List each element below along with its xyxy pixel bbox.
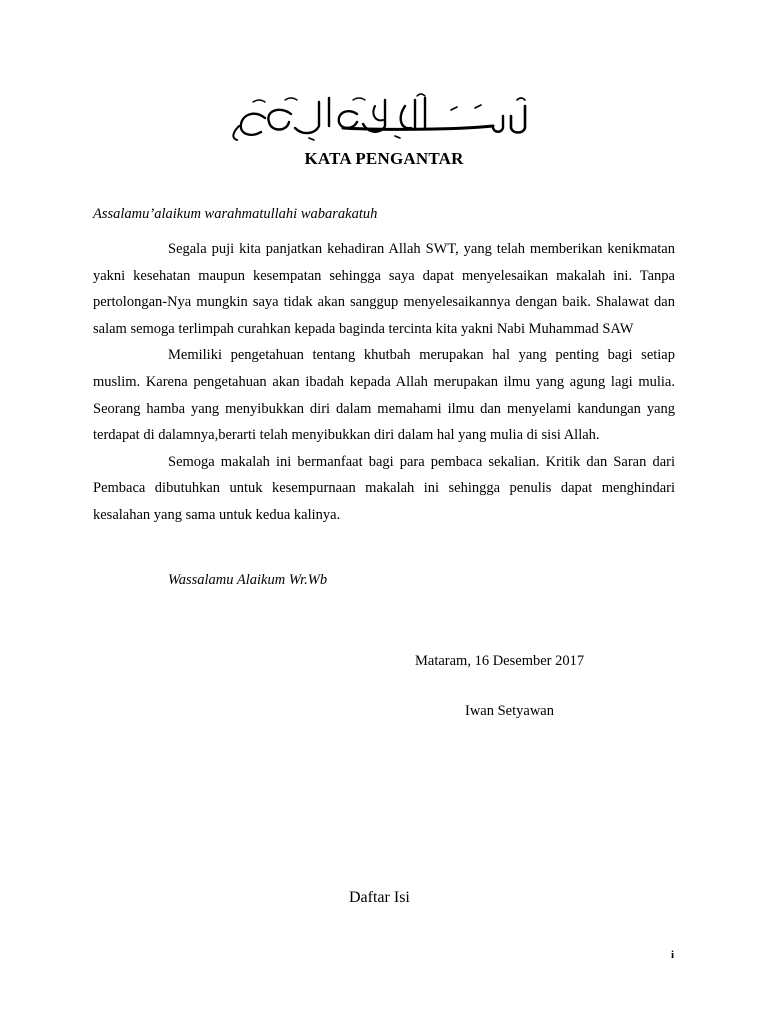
preface-body <box>93 236 675 529</box>
page-title: KATA PENGANTAR <box>304 149 464 168</box>
opening-greeting: Assalamu’alaikum warahmatullahi wabarakatuh <box>93 206 378 222</box>
page-number: i <box>671 949 675 961</box>
paragraph: Memiliki pengetahuan tentang khutbah merupakan hal yang penting bagi setiap muslim. Karena pengetahuan akan ibadah kepada Allah merupakan ilmu yang agung lagi mulia. Seorang hamba yang menyibukkan diri dalam memahami ilmu dan menyelami kandungan yang terdapat di dalamnya,berarti telah menyibukkan diri dalam hal yang mulia di sisi Allah. <box>93 347 675 444</box>
paragraph: Semoga makalah ini bermanfaat bagi para pembaca sekalian. Kritik dan Saran dari Pembaca dibutuhkan untuk kesempurnaan makalah ini sehingga penulis dapat menghindari kesalahan yang sama untuk kedua kalinya. <box>93 453 675 523</box>
table-of-contents-heading: Daftar Isi <box>349 889 410 906</box>
closing-greeting: Wassalamu Alaikum Wr.Wb <box>168 572 328 588</box>
place-and-date: Mataram, 16 Desember 2017 <box>415 653 585 669</box>
author-name: Iwan Setyawan <box>465 703 554 719</box>
paragraph: Segala puji kita panjatkan kehadiran Allah SWT, yang telah memberikan kenikmatan yakni kesehatan maupun kesempatan sehingga saya dapat menyelesaikan makalah ini. Tanpa pertolongan-Nya mungkin saya tidak akan sanggup menyelesaikannya dengan baik. Shalawat dan salam semoga terlimpah curahkan kepada baginda tercinta kita yakni Nabi Muhammad SAW <box>93 241 675 337</box>
basmala-calligraphy <box>225 92 535 142</box>
